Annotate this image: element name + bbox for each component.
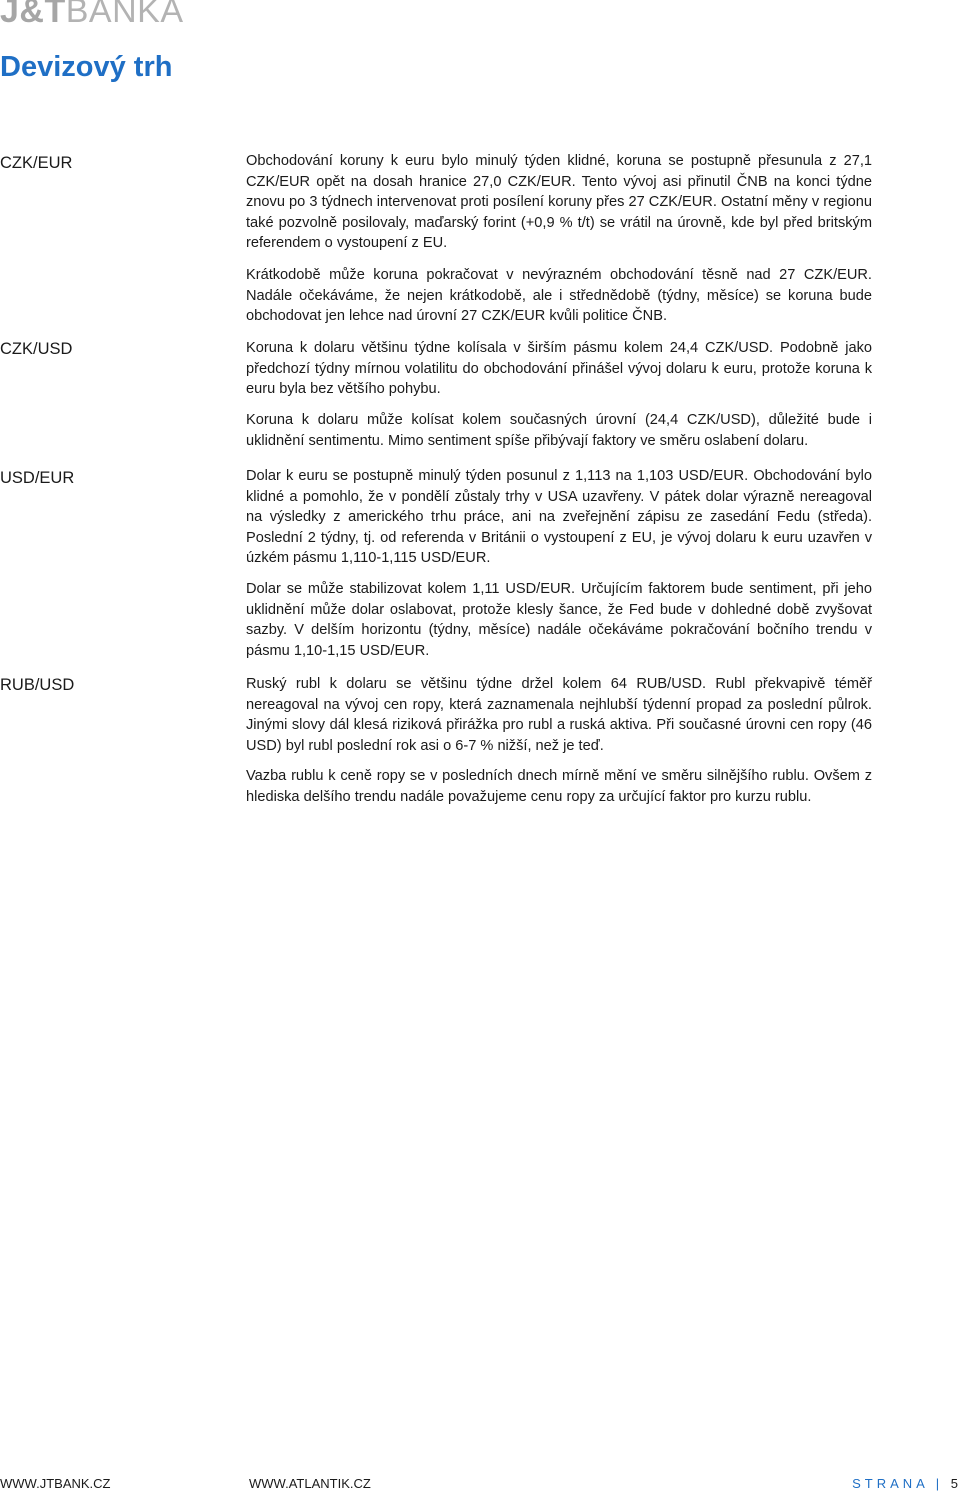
rub-usd-paragraph-2: Vazba rublu k ceně ropy se v posledních dnech mírně mění ve směru silnějšího rublu. Ovšem z hlediska delšího trendu nadále považujeme cenu ropy za určující faktor pro kurzu rublu.	[246, 768, 872, 805]
section-label-rub-usd: RUB/USD	[0, 676, 75, 694]
usd-eur-paragraph-1: Dolar k euru se postupně minulý týden posunul z 1,113 na 1,103 USD/EUR. Obchodování bylo klidné a pomohlo, že v pondělí zůstaly trhy v USA uzavřeny. V pátek dolar výrazně nereagoval na výsledky z amerického trhu práce, ani na zveřejnění zápisu ze zasedání Fedu (středa). Poslední 2 týdny, tj. od referenda v Británii o vystoupení z EU, je vývoj dolaru k euru uzavřen v úzkém pásmu 1,110-1,115 USD/EUR.	[246, 468, 872, 566]
footer-link-jtbank[interactable]: WWW.JTBANK.CZ	[0, 1476, 111, 1491]
czk-usd-paragraph-2: Koruna k dolaru může kolísat kolem současných úrovní (24,4 CZK/USD), důležité bude i uklidnění sentimentu. Mimo sentiment spíše přibývají faktory ve směru oslabení dolaru.	[246, 412, 872, 449]
usd-eur-paragraph-2: Dolar se může stabilizovat kolem 1,11 USD/EUR. Určujícím faktorem bude sentiment, při jeho uklidnění může dolar oslabovat, protože klesly šance, že Fed bude v dohledné době zvyšovat sazby. V delším horizontu (týdny, měsíce) nadále očekáváme pokračování bočního trendu v pásmu 1,10-1,15 USD/EUR.	[246, 581, 872, 659]
section-label-usd-eur: USD/EUR	[0, 469, 75, 487]
footer-page-word: STRANA	[852, 1476, 929, 1491]
section-label-czk-usd: CZK/USD	[0, 340, 73, 358]
footer-separator: |	[935, 1476, 944, 1491]
rub-usd-paragraph-1: Ruský rubl k dolaru se většinu týdne držel kolem 64 RUB/USD. Rubl překvapivě téměř nereagoval na vývoj cen ropy, která zaznamenala nejhlubší týdenní propad za poslední půlrok. Jinými slovy dál klesá riziková přirážka pro rubl a ruská aktiva. Při současné úrovni cen ropy (46 USD) byl rubl poslední rok asi o 6-7 % nižší, než je teď.	[246, 676, 872, 754]
section-label-czk-eur: CZK/EUR	[0, 154, 73, 172]
footer-page-number: 5	[950, 1476, 958, 1491]
czk-eur-paragraph-1: Obchodování koruny k euru bylo minulý týden klidné, koruna se postupně přesunula z 27,1 CZK/EUR opět na dosah hranice 27,0 CZK/EUR. Tento vývoj asi přinutil ČNB na konci týdne znovu po 3 týdnech intervenovat proti posílení koruny přes 27 CZK/EUR. Ostatní měny v regionu také pozvolně posilovaly, maďarský forint (+0,9 % t/t) se vrátil na úrovně, kde byl před britským referendem o vystoupení z EU.	[246, 153, 872, 251]
jt-banka-logo	[0, 0, 184, 28]
logo-jt: J&T	[0, 0, 66, 30]
page-title: Devizový trh	[0, 51, 173, 83]
czk-eur-paragraph-2: Krátkodobě může koruna pokračovat v nevýrazném obchodování těsně nad 27 CZK/EUR. Nadále očekáváme, že nejen krátkodobě, ale i střednědobě (týdny, měsíce) se koruna bude obchodovat jen lehce nad úrovní 27 CZK/EUR kvůli politice ČNB.	[246, 267, 872, 324]
logo-banka: BANKA	[65, 0, 184, 30]
footer-page-indicator	[852, 1477, 958, 1490]
czk-usd-paragraph-1: Koruna k dolaru většinu týdne kolísala v širším pásmu kolem 24,4 CZK/USD. Podobně jako předchozí týdny mírnou volatilitu do obchodování přinášel vývoj dolaru k euru, protože koruna k euru byla bez většího pohybu.	[246, 340, 872, 397]
footer-link-atlantik[interactable]: WWW.ATLANTIK.CZ	[249, 1476, 371, 1491]
